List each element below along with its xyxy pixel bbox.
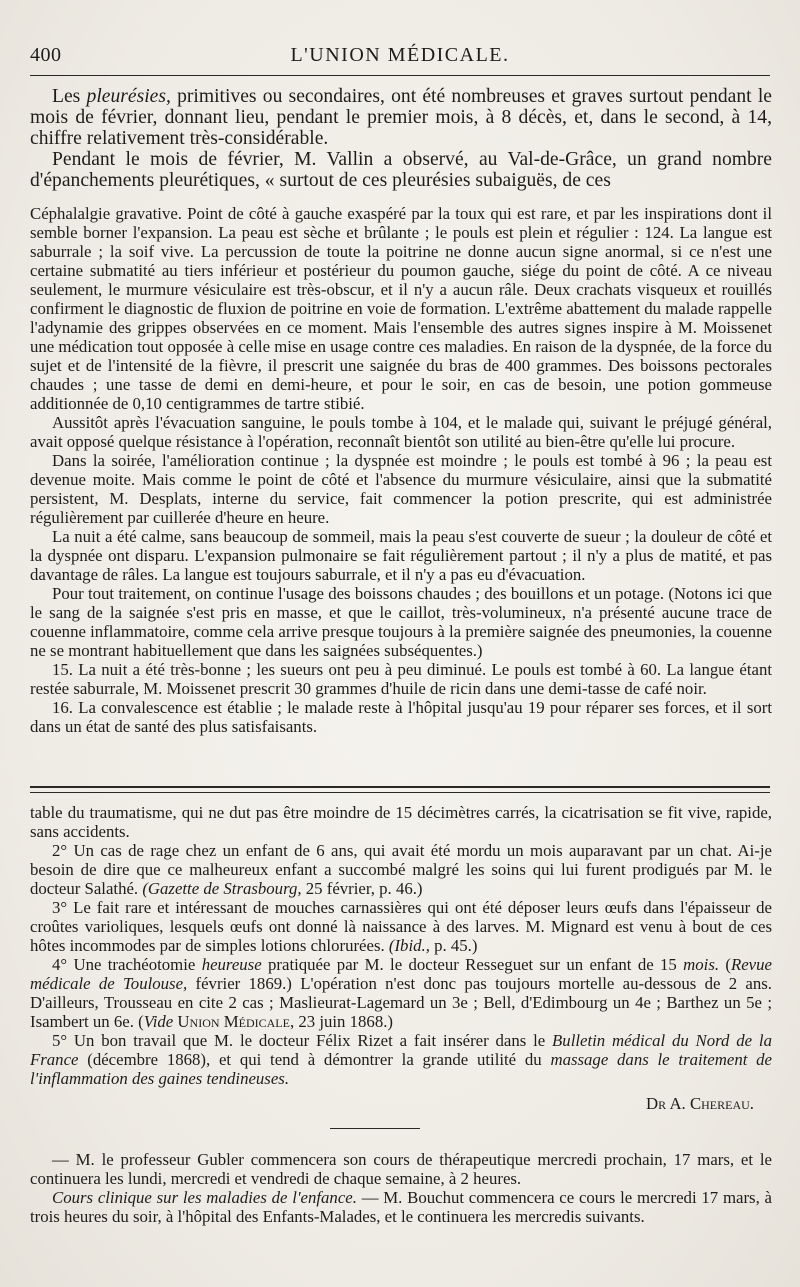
paragraph-traumatisme: table du traumatisme, qui ne dut pas être moindre de 15 décimètres carrés, la cicatrisation se fit vive, rapide, sans accidents. bbox=[30, 803, 772, 841]
announcements-section bbox=[30, 1150, 772, 1226]
paragraph-massage: 5° Un bon travail que M. le docteur Félix Rizet a fait insérer dans le Bulletin médical du Nord de la France (décembre 1868), et qui tend à démontrer la grande utilité du massage dans le traitement de l'inflammation des gaines tendineuses. bbox=[30, 1031, 772, 1088]
clinical-case-section bbox=[30, 204, 772, 736]
paragraph-pleuresies: Les pleurésies, primitives ou secondaires, ont été nombreuses et graves surtout pendant le mois de février, donnant lieu, pendant le premier mois, à 8 décès, et, dans le second, à 14, chiffre relativement très-considérable. bbox=[30, 86, 772, 149]
paragraph-rage: 2° Un cas de rage chez un enfant de 6 ans, qui avait été mordu un mois auparavant par un chat. Ai-je besoin de dire que ce malheureux enfant a succombé malgré les soins qui lui furent prodigués par M. le docteur Salathé. (Gazette de Strasbourg, 25 février, p. 46.) bbox=[30, 841, 772, 898]
paragraph-vallin: Pendant le mois de février, M. Vallin a observé, au Val-de-Grâce, un grand nombre d'épanchements pleurétiques, « surtout de ces pleurésies subaiguës, de ces bbox=[30, 149, 772, 191]
header-rule bbox=[30, 75, 770, 76]
paragraph-mouches: 3° Le fait rare et intéressant de mouches carnassières qui ont été déposer leurs œufs dans l'épaisseur de croûtes varioliques, lesquels œufs ont donné là naissance à des larves. M. Mignard est venu à bout de ces hôtes incommodes par de simples lotions chlorurées. (Ibid., p. 45.) bbox=[30, 898, 772, 955]
author-signature: Dr A. Chereau. bbox=[646, 1094, 754, 1113]
cases-section bbox=[30, 803, 772, 1113]
paragraph-gubler: — M. le professeur Gubler commencera son cours de thérapeutique mercredi prochain, 17 mars, et le continuera les lundi, mercredi et vendredi de chaque semaine, à 2 heures. bbox=[30, 1150, 772, 1188]
paragraph-bouchut: Cours clinique sur les maladies de l'enfance. — M. Bouchut commencera ce cours le mercredi 17 mars, à trois heures du soir, à l'hôpital des Enfants-Malades, et le continuera les mercredis suivants. bbox=[30, 1188, 772, 1226]
page-header bbox=[30, 40, 770, 70]
paragraph-day-15: 15. La nuit a été très-bonne ; les sueurs ont peu à peu diminué. Le pouls est tombé à 60. La langue étant restée saburrale, M. Moissenet prescrit 30 grammes d'huile de ricin dans une demi-tasse de café noir. bbox=[30, 660, 772, 698]
opening-section bbox=[30, 86, 772, 191]
paragraph-cephalalgie: Céphalalgie gravative. Point de côté à gauche exaspéré par la toux qui est rare, et par les inspirations dont il semble borner l'expansion. La peau est sèche et brûlante ; le pouls est plein et régulier : 124. La langue est saburrale ; la soif vive. La percussion de toute la poitrine ne donne aucun signe anormal, si ce n'est une certaine submatité au tiers inférieur et postérieur du poumon gauche, siége du point de côté. A ce niveau seulement, le murmure vésiculaire est très-obscur, et il n'y a aucun râle. Deux crachats visqueux et rouillés confirment le diagnostic de fluxion de poitrine en voie de formation. L'extrême abattement du malade rappelle l'adynamie des grippes observées en ce moment. Mais l'ensemble des autres signes inspire à M. Moissenet une médication tout opposée à celle mise en usage contre ces maladies. En raison de la dyspnée, de la force du sujet et de l'intensité de la fièvre, il prescrit une saignée du bras de 400 grammes. Des boissons pectorales chaudes ; une tasse de demi en demi-heure, et pour le soir, en cas de besoin, une potion gommeuse additionnée de 0,10 centigrammes de tartre stibié. bbox=[30, 204, 772, 413]
paragraph-traitement: Pour tout traitement, on continue l'usage des boissons chaudes ; des bouillons et un potage. (Notons ici que le sang de la saignée s'est pris en masse, et que le caillot, très-volumineux, n'a présenté aucune trace de couenne inflammatoire, comme cela arrive presque toujours à la première saignée des pneumonies, la couenne ne se montrant habituellement que dans les saignées subséquentes.) bbox=[30, 584, 772, 660]
paragraph-day-16: 16. La convalescence est établie ; le malade reste à l'hôpital jusqu'au 19 pour réparer ses forces, et il sort dans un état de santé des plus satisfaisants. bbox=[30, 698, 772, 736]
paragraph-saignee: Aussitôt après l'évacuation sanguine, le pouls tombe à 104, et le malade qui, suivant le préjugé général, avait opposé quelque résistance à l'opération, reconnaît bientôt son utilité au bien-être qu'elle lui procure. bbox=[30, 413, 772, 451]
short-divider bbox=[330, 1128, 420, 1129]
section-divider bbox=[30, 786, 770, 793]
running-title: L'UNION MÉDICALE. bbox=[290, 44, 510, 66]
paragraph-soiree: Dans la soirée, l'amélioration continue ; la dyspnée est moindre ; le pouls est tombé à 96 ; la peau est devenue moite. Mais comme le point de côté et l'absence du murmure vésiculaire, ainsi que la submatité persistent, M. Desplats, interne du service, fait commencer la potion prescrite, qui est administrée régulièrement par cuillerée d'heure en heure. bbox=[30, 451, 772, 527]
paragraph-tracheotomie: 4° Une trachéotomie heureuse pratiquée par M. le docteur Resseguet sur un enfant de 15 mois. (Revue médicale de Toulouse, février 1869.) L'opération n'est donc pas toujours mortelle au-dessous de 2 ans. D'ailleurs, Trousseau en cite 2 cas ; Maslieurat-Lagemard un 3e ; Bell, d'Edimbourg un 4e ; Barthez un 5e ; Isambert un 6e. (Vide Union Médicale, 23 juin 1868.) bbox=[30, 955, 772, 1031]
page-number: 400 bbox=[30, 44, 62, 66]
paragraph-nuit: La nuit a été calme, sans beaucoup de sommeil, mais la peau s'est couverte de sueur ; la douleur de côté et la dyspnée ont disparu. L'expansion pulmonaire se fait régulièrement partout ; il n'y a plus de matité, et pas davantage de râles. La langue est toujours saburrale, et il n'y a pas eu d'évacuation. bbox=[30, 527, 772, 584]
